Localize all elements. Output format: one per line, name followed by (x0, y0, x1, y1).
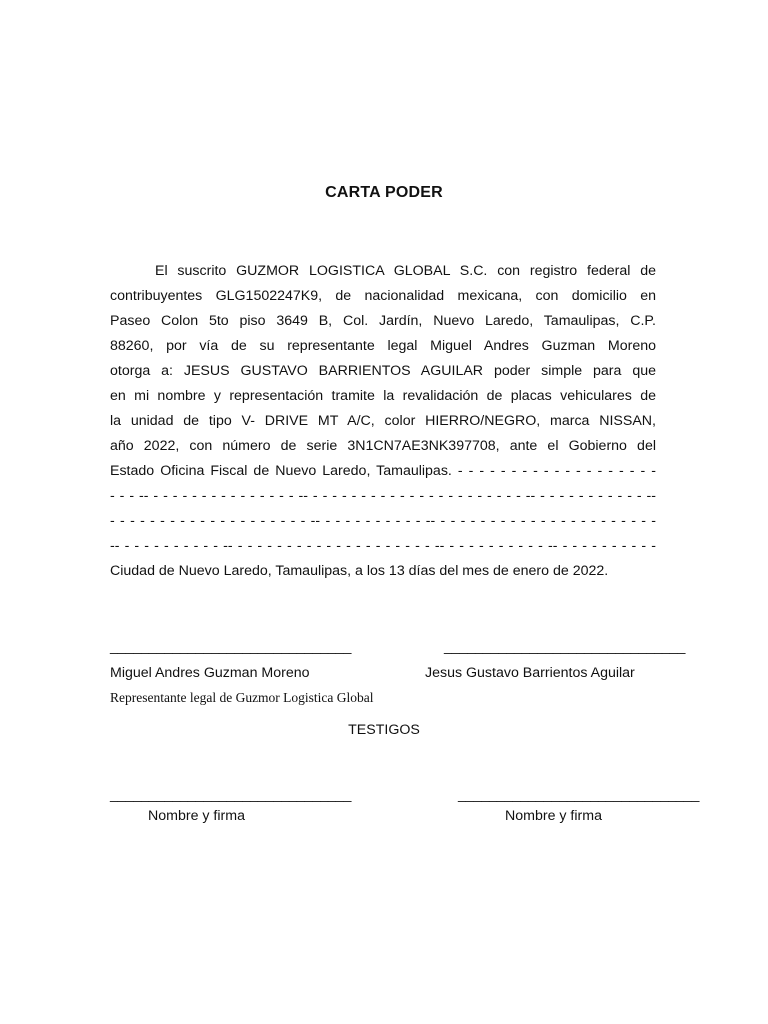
date-line: Ciudad de Nuevo Laredo, Tamaulipas, a los 13 días del mes de enero de 2022. (110, 563, 609, 579)
paragraph-line: la unidad de tipo V- DRIVE MT A/C, color HIERRO/NEGRO, marca NISSAN, (110, 413, 656, 429)
signer-name-right: Jesus Gustavo Barrientos Aguilar (425, 665, 635, 681)
witness-line-left: _______________________________ (110, 786, 352, 802)
paragraph-line: Paseo Colon 5to piso 3649 B, Col. Jardín, Nuevo Laredo, Tamaulipas, C.P. (110, 313, 656, 329)
witness-label-right: Nombre y firma (505, 808, 602, 824)
witness-line-right: _______________________________ (458, 786, 700, 802)
document-title: CARTA PODER (325, 184, 443, 201)
dash-filler-line: -- - - - - - - - - - - -- - - - - - - - - - - - - - - - - - - - - -- - - - - - - - - - - -- - - - - - - - - - - (110, 538, 656, 554)
paragraph-line: año 2022, con número de serie 3N1CN7AE3NK397708, ante el Gobierno del (110, 438, 656, 454)
witness-label-left: Nombre y firma (148, 808, 245, 824)
dash-filler-line: - - - - - - - - - - - - - - - - - - - - -- - - - - - - - - - - -- - - - - - - - - - - - - - - - - - - - - - - (110, 513, 656, 529)
paragraph-line: contribuyentes GLG1502247K9, de nacionalidad mexicana, con domicilio en (110, 288, 656, 304)
dash-filler-line: - - - -- - - - - - - - - - - - - - - - -- - - - - - - - - - - - - - - - - - - - - - - -- - - - - - - - - - - - -- (110, 488, 656, 504)
signature-line-left: _______________________________ (110, 638, 352, 654)
paragraph-line: El suscrito GUZMOR LOGISTICA GLOBAL S.C. con registro federal de (155, 263, 656, 279)
signer-name-left: Miguel Andres Guzman Moreno (110, 665, 310, 681)
witnesses-heading: TESTIGOS (348, 722, 420, 738)
signature-line-right: _______________________________ (444, 638, 686, 654)
paragraph-line: 88260, por vía de su representante legal Miguel Andres Guzman Moreno (110, 338, 656, 354)
paragraph-line: otorga a: JESUS GUSTAVO BARRIENTOS AGUILAR poder simple para que (110, 363, 656, 379)
paragraph-line: Estado Oficina Fiscal de Nuevo Laredo, Tamaulipas. - - - - - - - - - - - - - - - - - - - (110, 463, 656, 479)
paragraph-line: en mi nombre y representación tramite la revalidación de placas vehiculares de (110, 388, 656, 404)
signer-role-left: Representante legal de Guzmor Logistica Global (110, 690, 374, 705)
body-paragraph (110, 259, 656, 584)
